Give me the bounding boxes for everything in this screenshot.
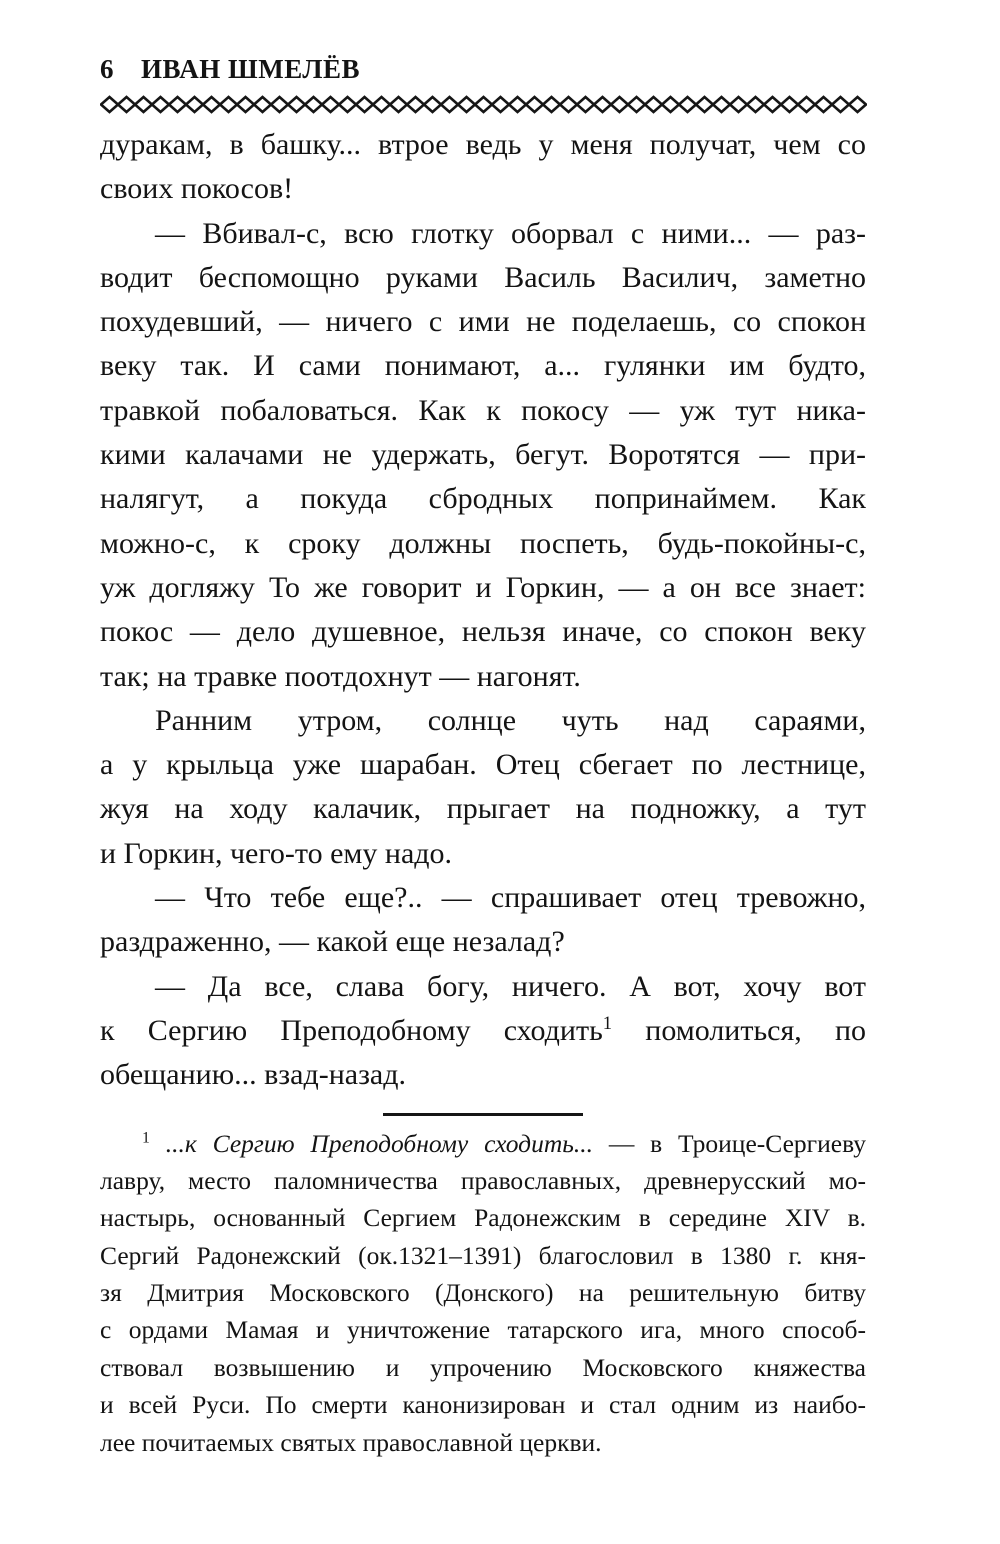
text-line [100, 256, 866, 300]
text-line [100, 876, 866, 920]
text-segment: зя Дмитрия Московского (Донского) на решительную битву [100, 1278, 866, 1308]
text-line [100, 477, 866, 521]
text-line [100, 655, 866, 699]
page-content [100, 54, 866, 1461]
text-segment: и Горкин, чего-то ему надо. [100, 836, 453, 870]
text-line [100, 1237, 866, 1274]
text-line [100, 212, 866, 256]
footnote [100, 1125, 866, 1462]
text-line [100, 1386, 866, 1423]
text-segment: жуя на ходу калачик, прыгает на подножку, а тут [100, 792, 866, 826]
text-segment: а у крыльца уже шарабан. Отец сбегает по лестнице, [100, 748, 866, 782]
text-segment: и всей Руси. По смерти канонизирован и стал одним из наибо- [100, 1390, 866, 1420]
text-segment: лее почитаемых святых православной церкви. [100, 1427, 602, 1457]
running-head-author: ИВАН ШМЕЛЁВ [141, 54, 360, 84]
text-segment: кими калачами не удержать, бегут. Воротятся — при- [100, 438, 866, 472]
text-line [100, 1053, 866, 1097]
text-segment: настырь, основанный Сергием Радонежским в середине XIV в. [100, 1203, 866, 1233]
text-segment: Ранним утром, солнце чуть над сараями, [155, 703, 866, 737]
text-segment: веку так. И сами понимают, а... гулянки им будто, [100, 349, 866, 383]
text-segment: своих покосов! [100, 172, 294, 206]
footnote-marker: 1 [602, 1012, 613, 1034]
text-line [100, 1009, 866, 1053]
text-line [100, 920, 866, 964]
diamond-chain-ornament [100, 95, 866, 114]
text-segment: с ордами Мамая и уничтожение татарского ига, много способ- [100, 1315, 866, 1345]
text-line [100, 566, 866, 610]
text-segment: ствовал возвышению и упрочению Московского княжества [100, 1352, 866, 1382]
text-line [100, 123, 866, 167]
text-segment: — в Троице-Сергиеву [592, 1128, 866, 1158]
text-line [100, 965, 866, 1009]
text-line [100, 1424, 866, 1461]
text-line [100, 1162, 866, 1199]
text-segment: уж догляжу То же говорит и Горкин, — а он все знает: [100, 570, 866, 604]
text-line [100, 167, 866, 211]
text-line [100, 1311, 866, 1348]
footnote-marker: 1 [142, 1129, 150, 1147]
text-line [100, 743, 866, 787]
text-line [100, 300, 866, 344]
text-segment: — Вбивал-с, всю глотку оборвал с ними... — раз- [155, 216, 866, 250]
text-segment: налягут, а покуда сбродных попринаймем. Как [100, 482, 866, 516]
footnote-divider [383, 1113, 583, 1116]
text-line [100, 832, 866, 876]
text-line [100, 1274, 866, 1311]
text-line [100, 433, 866, 477]
text-segment: можно-с, к сроку должны поспеть, будь-покойны-с, [100, 526, 866, 560]
text-segment: — Да все, слава богу, ничего. А вот, хочу вот [155, 969, 866, 1003]
text-segment: покос — дело душевное, нельзя иначе, со спокон веку [100, 615, 866, 649]
text-segment: раздраженно, — какой еще незалад? [100, 925, 565, 959]
text-line [100, 522, 866, 566]
text-segment: похудевший, — ничего с ими не поделаешь, со спокон [100, 305, 866, 339]
text-line [100, 1199, 866, 1236]
text-segment: помолиться, по [612, 1013, 866, 1047]
text-line [100, 787, 866, 831]
page-header [100, 54, 866, 84]
text-line [100, 1125, 866, 1162]
text-segment: к Сергию Преподобному сходить [100, 1013, 603, 1047]
body-text [100, 123, 866, 1098]
text-segment: лавру, место паломничества православных, древнерусский мо- [100, 1165, 866, 1195]
text-line [100, 699, 866, 743]
text-segment: дуракам, в башку... втрое ведь у меня получат, чем со [100, 128, 866, 161]
text-line [100, 1349, 866, 1386]
diamond-chain-svg [100, 95, 867, 114]
text-line [100, 610, 866, 654]
text-segment: Сергий Радонежский (ок.1321–1391) благословил в 1380 г. кня- [100, 1240, 866, 1270]
page-number: 6 [100, 54, 114, 84]
text-segment: так; на травке поотдохнут — нагонят. [100, 659, 581, 693]
text-segment: — Что тебе еще?.. — спрашивает отец тревожно, [155, 881, 866, 915]
text-segment: водит беспомощно руками Василь Василич, заметно [100, 260, 866, 294]
text-line [100, 344, 866, 388]
text-line [100, 389, 866, 433]
text-segment: обещанию... взад-назад. [100, 1058, 407, 1092]
text-segment: травкой побаловаться. Как к покосу — уж тут ника- [100, 393, 866, 427]
italic-text-segment: ...к Сергию Преподобному сходить... [149, 1128, 593, 1158]
